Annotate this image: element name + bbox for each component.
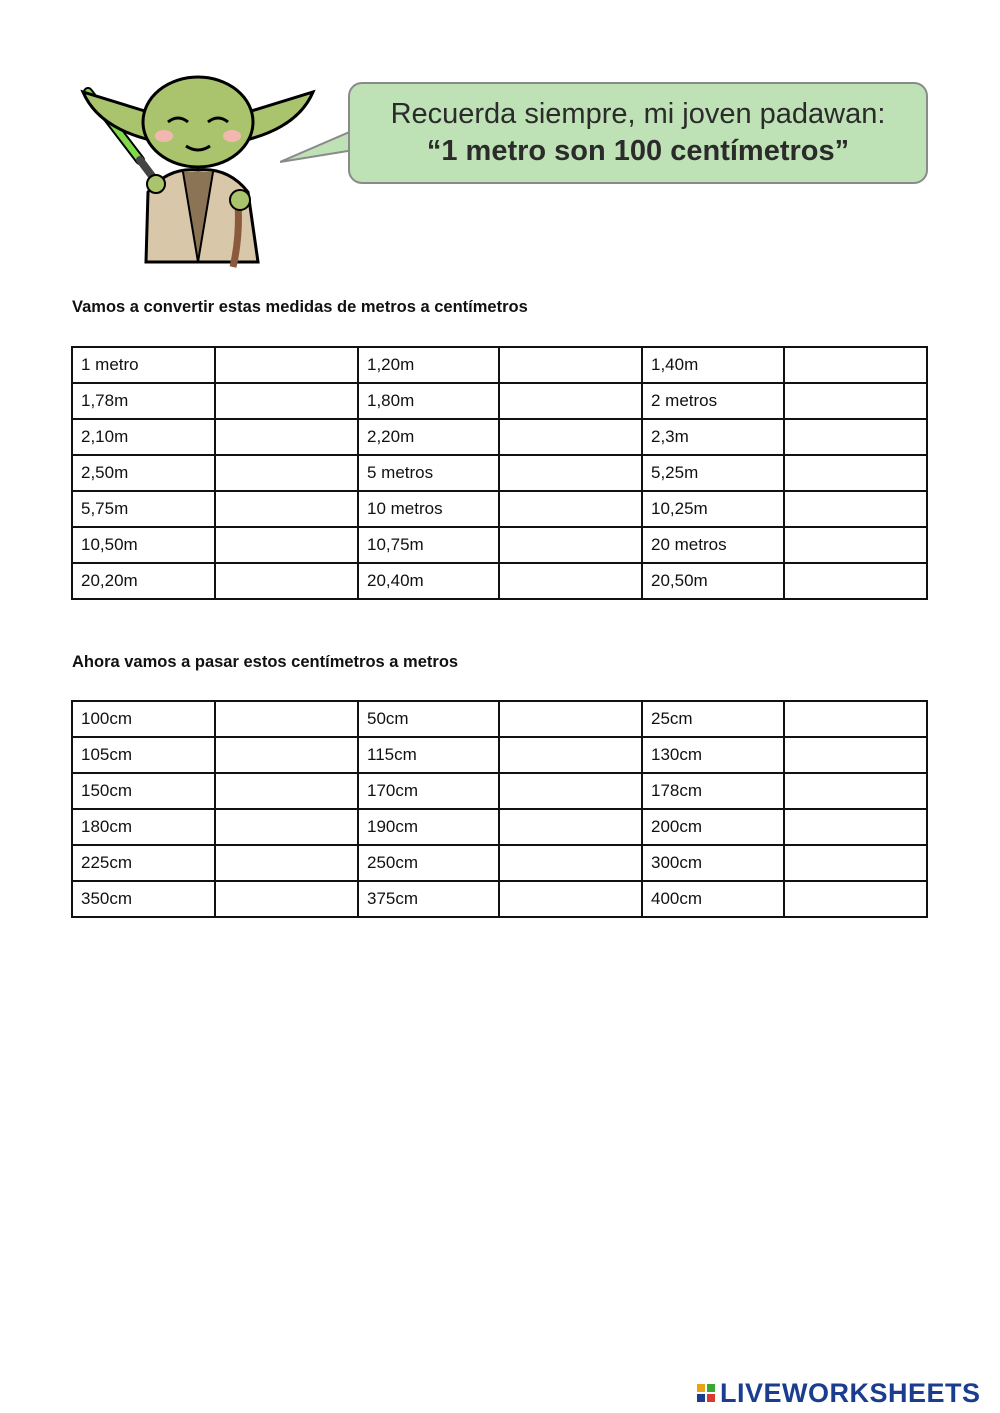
answer-cell[interactable] — [499, 881, 642, 917]
measure-label: 105cm — [72, 737, 215, 773]
answer-cell[interactable] — [215, 845, 358, 881]
measure-label: 178cm — [642, 773, 784, 809]
answer-cell[interactable] — [784, 701, 927, 737]
measure-label: 130cm — [642, 737, 784, 773]
measure-label: 1,80m — [358, 383, 499, 419]
table-row — [72, 527, 927, 563]
measure-label: 20,40m — [358, 563, 499, 599]
answer-cell[interactable] — [784, 347, 927, 383]
answer-cell[interactable] — [499, 773, 642, 809]
measure-label: 150cm — [72, 773, 215, 809]
measure-label: 190cm — [358, 809, 499, 845]
answer-cell[interactable] — [784, 845, 927, 881]
answer-cell[interactable] — [215, 455, 358, 491]
measure-label: 300cm — [642, 845, 784, 881]
bubble-text-line2: “1 metro son 100 centímetros” — [426, 135, 850, 167]
answer-cell[interactable] — [784, 527, 927, 563]
answer-cell[interactable] — [215, 773, 358, 809]
answer-cell[interactable] — [499, 527, 642, 563]
answer-cell[interactable] — [499, 845, 642, 881]
measure-label: 200cm — [642, 809, 784, 845]
table-row — [72, 491, 927, 527]
answer-cell[interactable] — [215, 563, 358, 599]
yoda-illustration — [78, 72, 318, 272]
answer-cell[interactable] — [499, 347, 642, 383]
answer-cell[interactable] — [499, 737, 642, 773]
cm-to-meters-table — [71, 700, 928, 918]
liveworksheets-logo — [697, 1377, 981, 1409]
table-row — [72, 737, 927, 773]
cm-to-meters-table-body — [72, 701, 927, 917]
measure-label: 180cm — [72, 809, 215, 845]
answer-cell[interactable] — [215, 491, 358, 527]
measure-label: 10 metros — [358, 491, 499, 527]
answer-cell[interactable] — [215, 881, 358, 917]
table-row — [72, 455, 927, 491]
measure-label: 10,50m — [72, 527, 215, 563]
measure-label: 50cm — [358, 701, 499, 737]
answer-cell[interactable] — [215, 527, 358, 563]
measure-label: 2 metros — [642, 383, 784, 419]
measure-label: 10,25m — [642, 491, 784, 527]
answer-cell[interactable] — [499, 701, 642, 737]
meters-to-cm-table-body — [72, 347, 927, 599]
answer-cell[interactable] — [215, 809, 358, 845]
table-row — [72, 773, 927, 809]
measure-label: 5,25m — [642, 455, 784, 491]
measure-label: 2,3m — [642, 419, 784, 455]
speech-bubble-tail — [280, 128, 354, 168]
answer-cell[interactable] — [215, 383, 358, 419]
answer-cell[interactable] — [784, 881, 927, 917]
measure-label: 20,20m — [72, 563, 215, 599]
measure-label: 5 metros — [358, 455, 499, 491]
table-row — [72, 881, 927, 917]
answer-cell[interactable] — [499, 563, 642, 599]
measure-label: 100cm — [72, 701, 215, 737]
section1-title: Vamos a convertir estas medidas de metros a centímetros — [72, 298, 528, 316]
measure-label: 1,40m — [642, 347, 784, 383]
answer-cell[interactable] — [784, 383, 927, 419]
answer-cell[interactable] — [215, 419, 358, 455]
logo-blocks-icon — [697, 1384, 715, 1402]
answer-cell[interactable] — [784, 419, 927, 455]
table-row — [72, 563, 927, 599]
answer-cell[interactable] — [215, 701, 358, 737]
measure-label: 10,75m — [358, 527, 499, 563]
answer-cell[interactable] — [499, 383, 642, 419]
measure-label: 375cm — [358, 881, 499, 917]
measure-label: 5,75m — [72, 491, 215, 527]
answer-cell[interactable] — [784, 737, 927, 773]
table-row — [72, 845, 927, 881]
table-row — [72, 383, 927, 419]
brand-name: LIVEWORKSHEETS — [720, 1377, 981, 1408]
answer-cell[interactable] — [215, 347, 358, 383]
table-row — [72, 701, 927, 737]
speech-bubble — [348, 82, 928, 184]
answer-cell[interactable] — [499, 491, 642, 527]
answer-cell[interactable] — [499, 455, 642, 491]
measure-label: 20,50m — [642, 563, 784, 599]
measure-label: 2,10m — [72, 419, 215, 455]
measure-label: 225cm — [72, 845, 215, 881]
measure-label: 1,20m — [358, 347, 499, 383]
measure-label: 350cm — [72, 881, 215, 917]
table-row — [72, 419, 927, 455]
section2-title: Ahora vamos a pasar estos centímetros a metros — [72, 653, 459, 671]
measure-label: 1,78m — [72, 383, 215, 419]
measure-label: 20 metros — [642, 527, 784, 563]
answer-cell[interactable] — [499, 419, 642, 455]
measure-label: 25cm — [642, 701, 784, 737]
answer-cell[interactable] — [784, 455, 927, 491]
measure-label: 2,20m — [358, 419, 499, 455]
measure-label: 170cm — [358, 773, 499, 809]
meters-to-cm-table — [71, 346, 928, 600]
answer-cell[interactable] — [784, 491, 927, 527]
measure-label: 250cm — [358, 845, 499, 881]
table-row — [72, 809, 927, 845]
answer-cell[interactable] — [784, 773, 927, 809]
measure-label: 2,50m — [72, 455, 215, 491]
measure-label: 115cm — [358, 737, 499, 773]
table-row — [72, 347, 927, 383]
bubble-text-line1: Recuerda siempre, mi joven padawan: — [390, 98, 886, 130]
answer-cell[interactable] — [784, 563, 927, 599]
measure-label: 1 metro — [72, 347, 215, 383]
answer-cell[interactable] — [215, 737, 358, 773]
answer-cell[interactable] — [499, 809, 642, 845]
answer-cell[interactable] — [784, 809, 927, 845]
measure-label: 400cm — [642, 881, 784, 917]
